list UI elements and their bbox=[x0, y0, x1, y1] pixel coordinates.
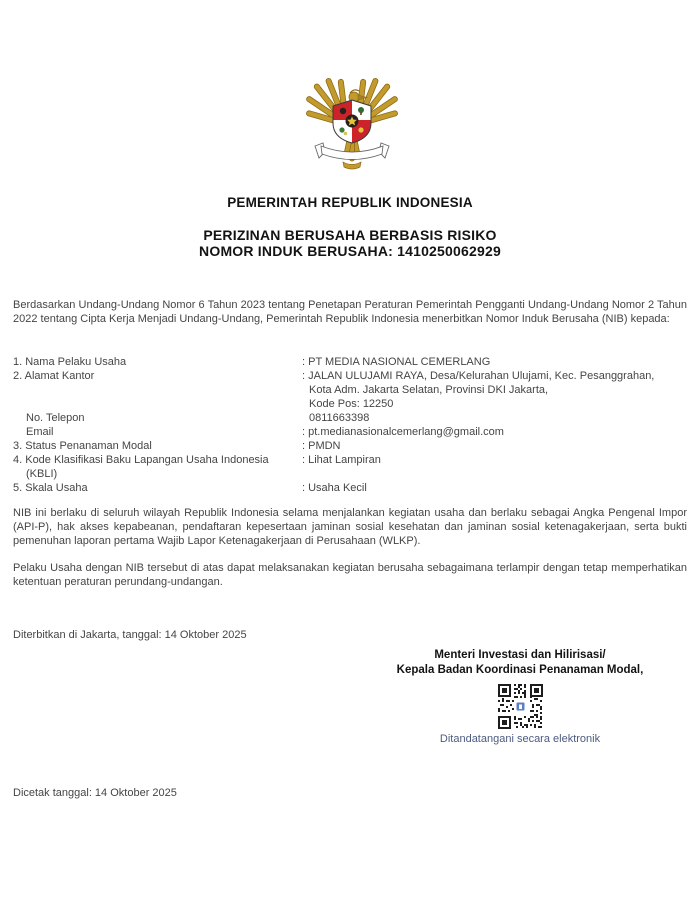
field-row-status-modal bbox=[13, 439, 687, 453]
document-number: NOMOR INDUK BERUSAHA: 1410250062929 bbox=[199, 243, 501, 259]
field-row-alamat bbox=[13, 369, 687, 383]
field-value: Kota Adm. Jakarta Selatan, Provinsi DKI Jakarta, bbox=[309, 384, 549, 396]
authority-line2: Kepala Badan Koordinasi Penanaman Modal, bbox=[396, 664, 644, 676]
field-row-kbli bbox=[13, 453, 687, 467]
pancasila-shield bbox=[333, 100, 371, 143]
field-value: : JALAN ULUJAMI RAYA, Desa/Kelurahan Ulujami, Kec. Pesanggrahan, bbox=[302, 370, 655, 382]
field-label: 4. Kode Klasifikasi Baku Lapangan Usaha Indonesia bbox=[13, 454, 269, 466]
business-fields bbox=[13, 355, 687, 495]
field-row-skala bbox=[13, 481, 687, 495]
qr-code bbox=[498, 684, 543, 729]
electronic-signature-note: Ditandatangani secara elektronik bbox=[439, 733, 601, 745]
field-row-email bbox=[13, 425, 687, 439]
signature-block bbox=[345, 648, 695, 746]
field-label bbox=[13, 397, 302, 411]
field-value: : Usaha Kecil bbox=[302, 482, 367, 494]
issued-line: Diterbitkan di Jakarta, tanggal: 14 Oktober 2025 bbox=[13, 629, 247, 641]
document-title: PERIZINAN BERUSAHA BERBASIS RISIKO bbox=[203, 227, 497, 243]
authority-line1: Menteri Investasi dan Hilirisasi/ bbox=[434, 649, 606, 661]
field-row-nama bbox=[13, 355, 687, 369]
printed-line: Dicetak tanggal: 14 Oktober 2025 bbox=[13, 787, 177, 799]
field-row-alamat-line2 bbox=[13, 383, 687, 397]
field-value: Kode Pos: 12250 bbox=[309, 398, 394, 410]
field-label: 3. Status Penanaman Modal bbox=[13, 440, 152, 452]
field-label: Email bbox=[26, 426, 54, 438]
field-label: 5. Skala Usaha bbox=[13, 482, 88, 494]
field-row-kbli-line2 bbox=[13, 467, 687, 481]
field-value: : PT MEDIA NASIONAL CEMERLANG bbox=[302, 356, 491, 368]
field-label: No. Telepon bbox=[26, 412, 85, 424]
field-label: (KBLI) bbox=[26, 468, 58, 480]
garuda-pancasila-icon bbox=[299, 66, 405, 172]
validity-paragraph: NIB ini berlaku di seluruh wilayah Republik Indonesia selama menjalankan kegiatan usaha dan berlaku sebagai Angka Pengenal Impor (API-P), hak akses kepabeanan, pendaftaran kepesertaan jaminan sosial kesehatan dan jaminan sosial ketenagakerjaan, serta bukti pemenuhan laporan pertama Wajib Lapor Ketenagakerjaan di Perusahaan (WLKP). bbox=[13, 507, 687, 547]
government-title: PEMERINTAH REPUBLIK INDONESIA bbox=[227, 195, 473, 210]
field-value: : Lihat Lampiran bbox=[302, 454, 381, 466]
intro-paragraph: Berdasarkan Undang-Undang Nomor 6 Tahun 2023 tentang Penetapan Peraturan Pemerintah Pengganti Undang-Undang Nomor 2 Tahun 2022 tentang Cipta Kerja Menjadi Undang-Undang, Pemerintah Republik Indonesia menerbitkan Nomor Induk Berusaha (NIB) kepada: bbox=[13, 299, 687, 325]
field-value: 0811663398 bbox=[309, 412, 370, 424]
field-value bbox=[302, 467, 687, 481]
field-value: : PMDN bbox=[302, 440, 341, 452]
field-value: : pt.medianasionalcemerlang@gmail.com bbox=[302, 426, 504, 438]
document-title-block bbox=[0, 227, 700, 259]
obligation-paragraph: Pelaku Usaha dengan NIB tersebut di atas dapat melaksanakan kegiatan berusaha sebagaimana terlampir dengan tetap memperhatikan ketentuan peraturan perundang-undangan. bbox=[13, 562, 687, 588]
field-label: 2. Alamat Kantor bbox=[13, 370, 95, 382]
field-row-telepon bbox=[13, 411, 687, 425]
field-label: 1. Nama Pelaku Usaha bbox=[13, 356, 127, 368]
field-row-kodepos bbox=[13, 397, 687, 411]
field-label bbox=[13, 383, 302, 397]
garuda-pancasila-emblem bbox=[299, 66, 405, 172]
